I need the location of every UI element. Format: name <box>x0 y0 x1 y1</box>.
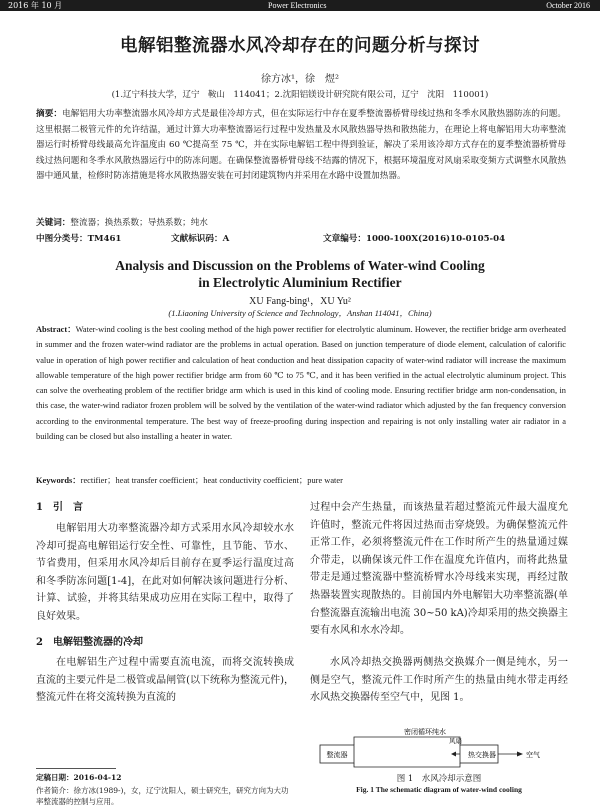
abstract-cn-text: 电解铝用大功率整流器水风冷却方式是最佳冷却方式，但在实际运行中存在夏季整流器桥臂母线过热和冬季水风散热器防冻的问题。这里根据二极管元件的允许结温，通过计算大功率整流器运行过程中发热量及水风散热器导热和散热能力，在理论上将电解铝用大功率整流器运行时桥臂母线最高允许温度由 60 ℃提高至 75 ℃，并在实际电解铝工程中得到验证，解决了采用该冷却方式存在的夏季整流器桥臂母线过热问题和冬季水风散热器运行中的防冻问题。在确保整流器桥臂母线不结露的情况下，根据环境温度对风扇采取变频方式调整水风散热器中通风量，检修时防冻措施是将水风散热器安装在可封闭建筑物内并采用在水路中设置加热器。 <box>36 109 566 182</box>
clc-number: 中图分类号：TM461 <box>36 234 122 244</box>
abstract-en <box>36 322 566 444</box>
affiliation-en: (1.Liaoning University of Science and Technology，Anshan 114041，China) <box>168 308 432 318</box>
heat-exchanger-label: 热交换器 <box>468 751 496 759</box>
right-column-paragraph-1: 过程中会产生热量，而该热量若超过整流元件最大温度允许值时，整流元件将因过热而击穿烧毁。为确保整流元件正常工作，必须将整流元件在工作时所产生的热量通过媒介带走，以确保该元件工作在温度允许值内，而将此热量带走是通过整流器中整流桥臂水冷母线来实现，再经过散热器装置实现散热的。目前国内外电解铝大功率整流器(单台整流器直流输出电流 30~50 kA)冷却采用的热交换器主要有水风和水水冷却。 <box>310 502 568 637</box>
keywords-en <box>36 474 566 488</box>
fan-inlet-arrow-icon <box>451 752 456 757</box>
right-column-paragraph-2: 水风冷却热交换器两侧热交换媒介一侧是纯水，另一侧是空气，整流元件工作时所产生的热量由纯水带走再经水风热交换器传至空气中，见图 1。 <box>310 657 568 704</box>
section2-paragraph: 在电解铝生产过程中需要直流电流，而将交流转换成直流的主要元件是二极管或晶闸管(以下统称为整流元件)，整流元件在将交流转换为直流的 <box>36 657 294 704</box>
fan-label: 风扇 <box>449 737 462 745</box>
section1-paragraph: 电解铝用大功率整流器冷却方式采用水风冷却较水水冷却可提高电解铝运行安全性、可靠性，且节能、节水、节省费用，但采用水风冷却后目前存在夏季运行温度过高和冬季防冻问题[1-4]，在此对如何解决该问题进行分析、计算、试验，并将其结果成功应用在实际工程中，取得了良好效果。 <box>36 523 294 622</box>
air-outlet-arrow-icon <box>517 752 523 757</box>
figure-1-diagram <box>310 727 568 772</box>
issue-date-en: October 2016 <box>546 1 590 10</box>
footnote-rule <box>36 768 116 769</box>
paper-title-en <box>0 258 600 291</box>
paper-title-cn: 电解铝整流器水风冷却存在的问题分析与探讨 <box>120 36 480 56</box>
loop-bottom-line <box>354 763 460 767</box>
paper-title-en-line2: in Electrolytic Aluminium Rectifier <box>198 274 402 290</box>
keywords-cn-label: 关键词： <box>36 218 71 228</box>
keywords-cn <box>36 216 566 230</box>
abstract-cn-label: 摘要： <box>36 109 63 119</box>
closed-loop-label: 密闭循环纯水 <box>404 728 446 736</box>
issue-label: 2016 年 10 月 <box>8 1 63 10</box>
rectifier-label: 整流器 <box>326 751 348 759</box>
abstract-en-label: Abstract： <box>36 325 76 334</box>
figure-1-caption-cn: 图 1 水风冷却示意图 <box>396 774 482 784</box>
abstract-cn <box>36 107 566 185</box>
keywords-en-label: Keywords： <box>36 476 81 485</box>
author-bio: 作者简介：徐方冰(1989-)，女，辽宁沈阳人，硕士研究生，研究方向为大功率整流器的控制与应用。 <box>36 786 289 806</box>
document-code: 文献标识码：A <box>171 234 230 244</box>
section-heading-cooling: 2 电解铝整流器的冷却 <box>36 637 143 648</box>
affiliation-cn: (1.辽宁科技大学，辽宁 鞍山 114041；2.沈阳铝镁设计研究院有限公司，辽宁 沈阳 110001) <box>111 90 489 100</box>
article-number: 文章编号：1000-100X(2016)10-0105-04 <box>323 234 506 244</box>
keywords-cn-text: 整流器；换热系数；导热系数；纯水 <box>70 218 208 228</box>
figure-1-caption-en: Fig. 1 The schematic diagram of water-wind cooling <box>356 785 522 794</box>
authors-cn: 徐方冰¹，徐 煜² <box>260 74 340 85</box>
authors-en: XU Fang-bing¹，XU Yu² <box>249 296 351 307</box>
received-date: 定稿日期：2016-04-12 <box>36 773 122 782</box>
journal-name: Power Electronics <box>268 1 327 10</box>
air-label: 空气 <box>526 751 540 759</box>
abstract-en-text: Water-wind cooling is the best cooling method of the high power rectifier for electrolytic aluminum. However, the rectifier bridge arm overheated in summer and the frozen water-wind radiator are the problems in actual operation. Based on junction temperature of diode element, calculation of calorific value in operation of high power rectifier and calculation of heat conduction and heat dissipation capacity of water-wind radiator will increase the maximum allowable temperature of the high power rectifier bridge arm from 60 ℃ to 75 ℃, and it has been verified in the actual electrolytic aluminum project. This can solve the overheating problem of the rectifier bridge arm which is used in this kind of cooling mode. Ensuring rectifier bridge arm non-condensation, in this case, the water-wind radiator frozen problem will be solved by the ventilation of the water-wind radiator which adjusted by the fan frequency conversion according to the environmental temperature. The best way of freeze-proofing during inspection and repairing is not only installing water air radiator in a building can be closed but also installing a heater in water. <box>36 325 566 442</box>
paper-title-en-line1: Analysis and Discussion on the Problems of Water-wind Cooling <box>115 258 485 273</box>
section-heading-introduction: 1 引 言 <box>36 502 83 513</box>
loop-top-line <box>354 737 460 745</box>
keywords-en-text: rectifier；heat transfer coefficient；heat conductivity coefficient；pure water <box>80 476 343 485</box>
running-header <box>0 0 600 11</box>
